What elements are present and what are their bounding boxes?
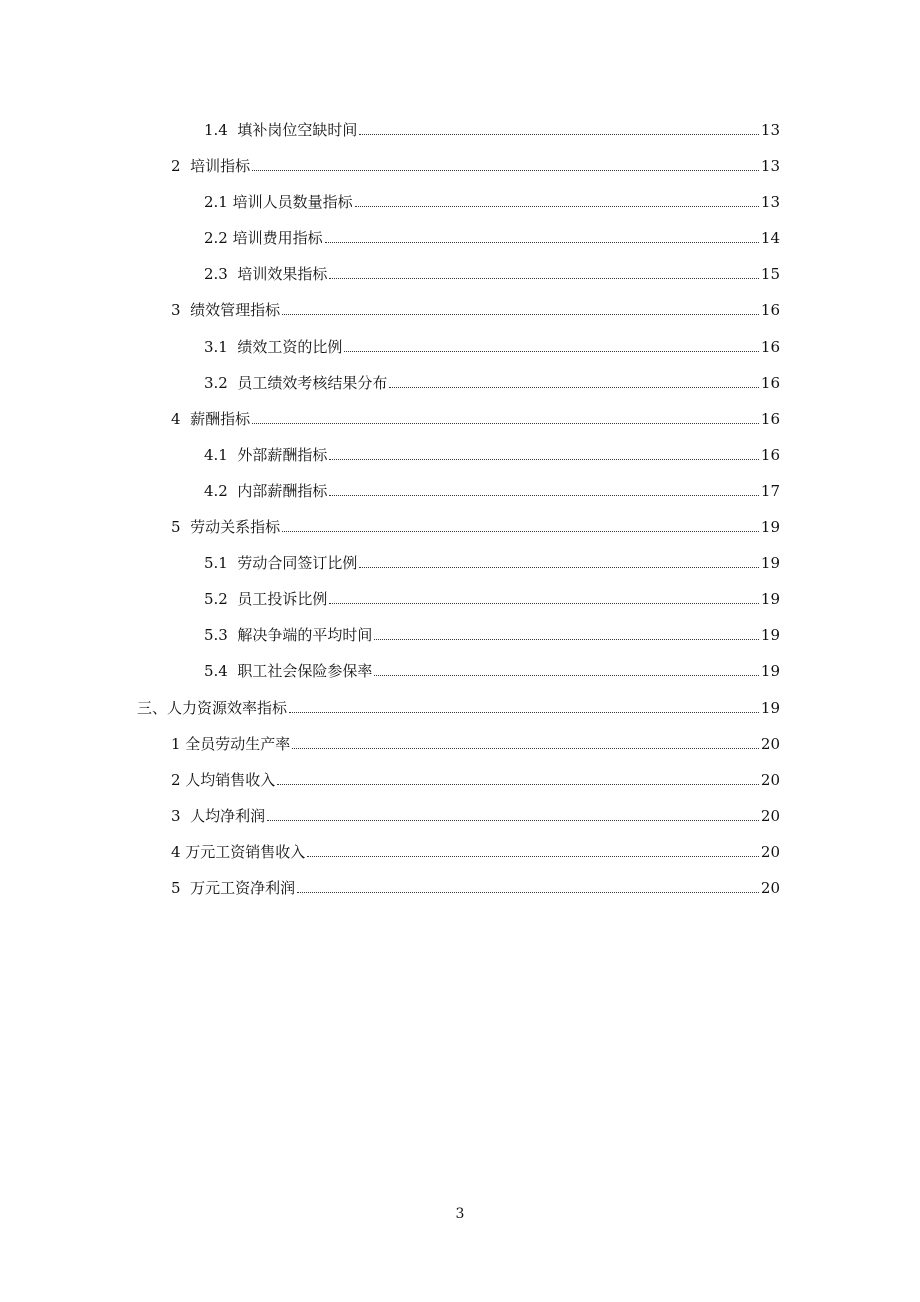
dot-leader	[329, 494, 759, 496]
dot-leader	[252, 169, 759, 171]
toc-entry	[204, 371, 780, 395]
toc-entry-page: 20	[760, 771, 780, 789]
toc-entry	[171, 298, 780, 322]
dot-leader	[344, 350, 759, 352]
toc-entry	[171, 515, 780, 539]
toc-entry-label: 2 培训指标	[171, 157, 251, 175]
toc-entry	[204, 118, 780, 142]
dot-leader	[329, 277, 759, 279]
dot-leader	[282, 313, 759, 315]
toc-entry-page: 15	[760, 265, 780, 283]
toc-entry-label: 5 万元工资净利润	[171, 879, 296, 897]
toc-entry-page: 17	[760, 482, 780, 500]
toc-entry-page: 19	[760, 626, 780, 644]
toc-entry-page: 19	[760, 518, 780, 536]
page-number: 3	[455, 1206, 465, 1222]
toc-entry	[204, 479, 780, 503]
toc-entry-label: 4 万元工资销售收入	[171, 843, 306, 861]
toc-entry-label: 5 劳动关系指标	[171, 518, 281, 536]
dot-leader	[297, 891, 759, 893]
toc-entry-label: 3 人均净利润	[171, 807, 266, 825]
dot-leader	[359, 133, 759, 135]
toc-entry-label: 5.2 员工投诉比例	[204, 590, 328, 608]
toc-entry-page: 13	[760, 121, 780, 139]
toc-entry	[171, 804, 780, 828]
toc-entry-label: 5.4 职工社会保险参保率	[204, 662, 373, 680]
toc-entry	[171, 154, 780, 178]
toc-entry	[137, 696, 780, 720]
dot-leader	[267, 819, 759, 821]
toc-entry-page: 20	[760, 843, 780, 861]
toc-entry	[204, 262, 780, 286]
dot-leader	[289, 711, 759, 713]
dot-leader	[292, 747, 759, 749]
toc-entry	[204, 587, 780, 611]
toc-entry-page: 16	[760, 301, 780, 319]
dot-leader	[325, 241, 759, 243]
toc-entry	[204, 443, 780, 467]
dot-leader	[329, 458, 759, 460]
dot-leader	[307, 855, 759, 857]
toc-entry-label: 2.3 培训效果指标	[204, 265, 328, 283]
dot-leader	[329, 602, 759, 604]
toc-entry-label: 1 全员劳动生产率	[171, 735, 291, 753]
toc-entry-label: 3.1 绩效工资的比例	[204, 338, 343, 356]
toc-entry-page: 20	[760, 879, 780, 897]
toc-entry	[204, 623, 780, 647]
toc-entry	[204, 659, 780, 683]
toc-entry-label: 2.1 培训人员数量指标	[204, 193, 353, 211]
toc-entry-label: 三、人力资源效率指标	[137, 699, 288, 717]
toc-entry-page: 19	[760, 662, 780, 680]
toc-entry-label: 2 人均销售收入	[171, 771, 276, 789]
dot-leader	[374, 638, 759, 640]
toc-entry-page: 14	[760, 229, 780, 247]
toc-entry-page: 16	[760, 374, 780, 392]
toc-entry-page: 16	[760, 410, 780, 428]
dot-leader	[277, 783, 759, 785]
toc-entry-label: 4 薪酬指标	[171, 410, 251, 428]
toc-entry	[171, 876, 780, 900]
toc-entry-page: 20	[760, 735, 780, 753]
toc-entry-page: 16	[760, 446, 780, 464]
toc-entry	[204, 226, 780, 250]
toc-entry	[171, 407, 780, 431]
toc-entry	[204, 335, 780, 359]
toc-entry-page: 13	[760, 193, 780, 211]
toc-entry-label: 1.4 填补岗位空缺时间	[204, 121, 358, 139]
toc-entry-label: 2.2 培训费用指标	[204, 229, 323, 247]
toc-entry-label: 3 绩效管理指标	[171, 301, 281, 319]
dot-leader	[355, 205, 759, 207]
dot-leader	[374, 674, 759, 676]
toc-entry-label: 4.1 外部薪酬指标	[204, 446, 328, 464]
toc-entry-label: 5.1 劳动合同签订比例	[204, 554, 358, 572]
toc-entry-page: 19	[760, 590, 780, 608]
dot-leader	[359, 566, 759, 568]
dot-leader	[389, 386, 759, 388]
toc-entry-page: 19	[760, 554, 780, 572]
toc-entry-page: 16	[760, 338, 780, 356]
toc-entry-page: 13	[760, 157, 780, 175]
toc-entry-page: 19	[760, 699, 780, 717]
toc-entry	[204, 551, 780, 575]
dot-leader	[282, 530, 759, 532]
toc-entry	[204, 190, 780, 214]
toc-entry-label: 5.3 解决争端的平均时间	[204, 626, 373, 644]
dot-leader	[252, 422, 759, 424]
toc-entry	[171, 840, 780, 864]
toc-entry-label: 3.2 员工绩效考核结果分布	[204, 374, 388, 392]
toc-entry-label: 4.2 内部薪酬指标	[204, 482, 328, 500]
toc-entry	[171, 768, 780, 792]
toc-entry	[171, 732, 780, 756]
toc-entry-page: 20	[760, 807, 780, 825]
